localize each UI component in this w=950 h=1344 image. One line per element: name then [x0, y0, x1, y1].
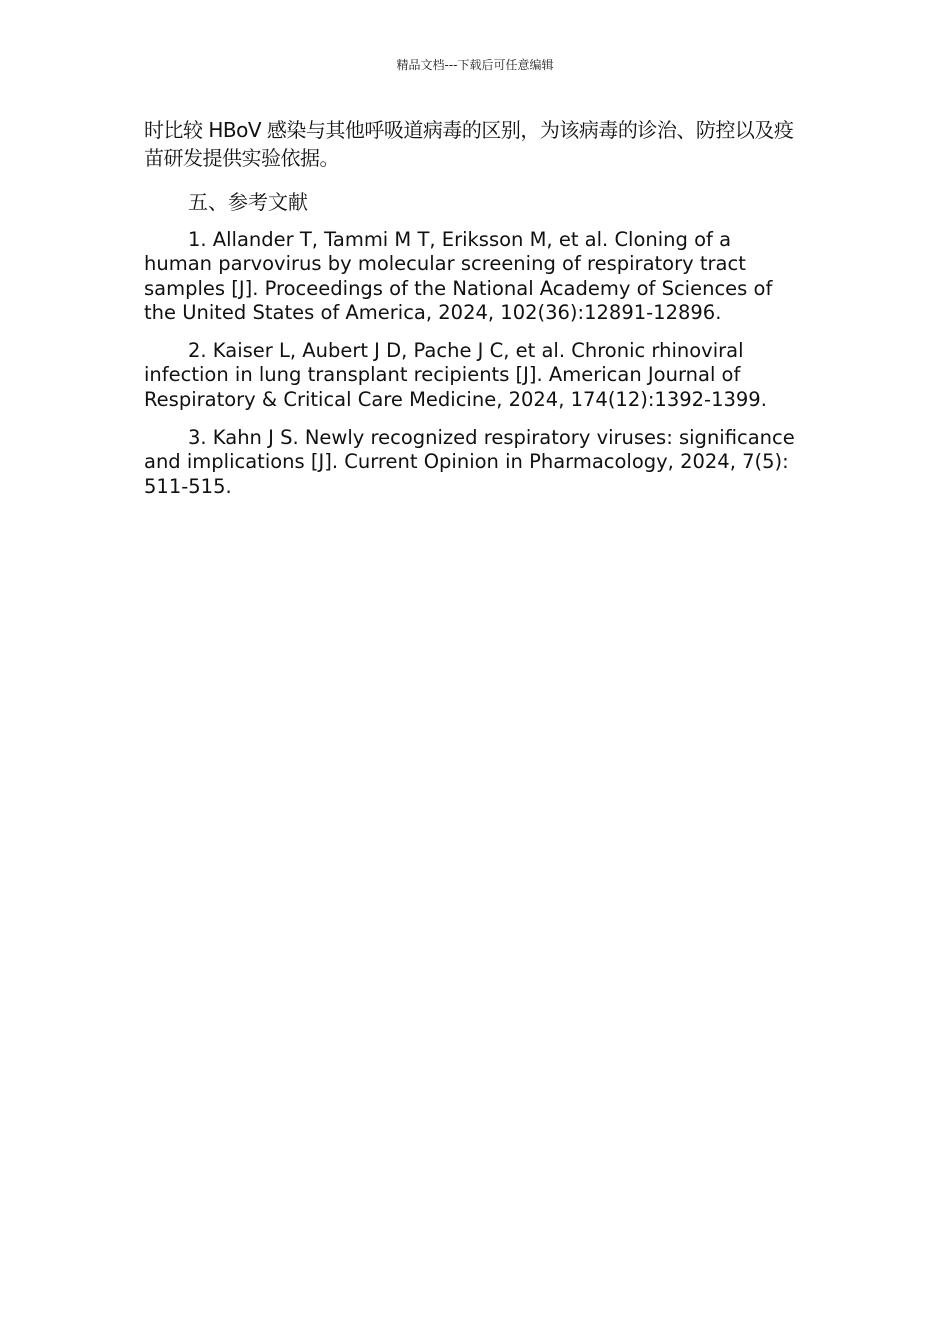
reference-item: 3. Kahn J S. Newly recognized respiratory viruses: significance and implications [J]. Current Opinion in Pharmacology, 2024, 7(5): 511-515.	[144, 426, 795, 498]
reference-list	[144, 228, 796, 499]
reference-item: 1. Allander T, Tammi M T, Eriksson M, et al. Cloning of a human parvovirus by molecular screening of respiratory tract samples [J]. Proceedings of the National Academy of Sciences of the United States of America, 2024, 102(36):12891-12896.	[144, 228, 773, 324]
section-heading-references: 五、参考文献	[188, 190, 308, 214]
reference-item: 2. Kaiser L, Aubert J D, Pache J C, et al. Chronic rhinoviral infection in lung transplant recipients [J]. American Journal of Respiratory & Critical Care Medicine, 2024, 174(12):1392-1399.	[144, 339, 767, 411]
document-body	[144, 116, 796, 499]
continued-paragraph: 时比较 HBoV 感染与其他呼吸道病毒的区别，为该病毒的诊治、防控以及疫苗研发提供实验依据。	[144, 118, 794, 170]
page-header: 精品文档---下载后可任意编辑	[396, 58, 554, 72]
